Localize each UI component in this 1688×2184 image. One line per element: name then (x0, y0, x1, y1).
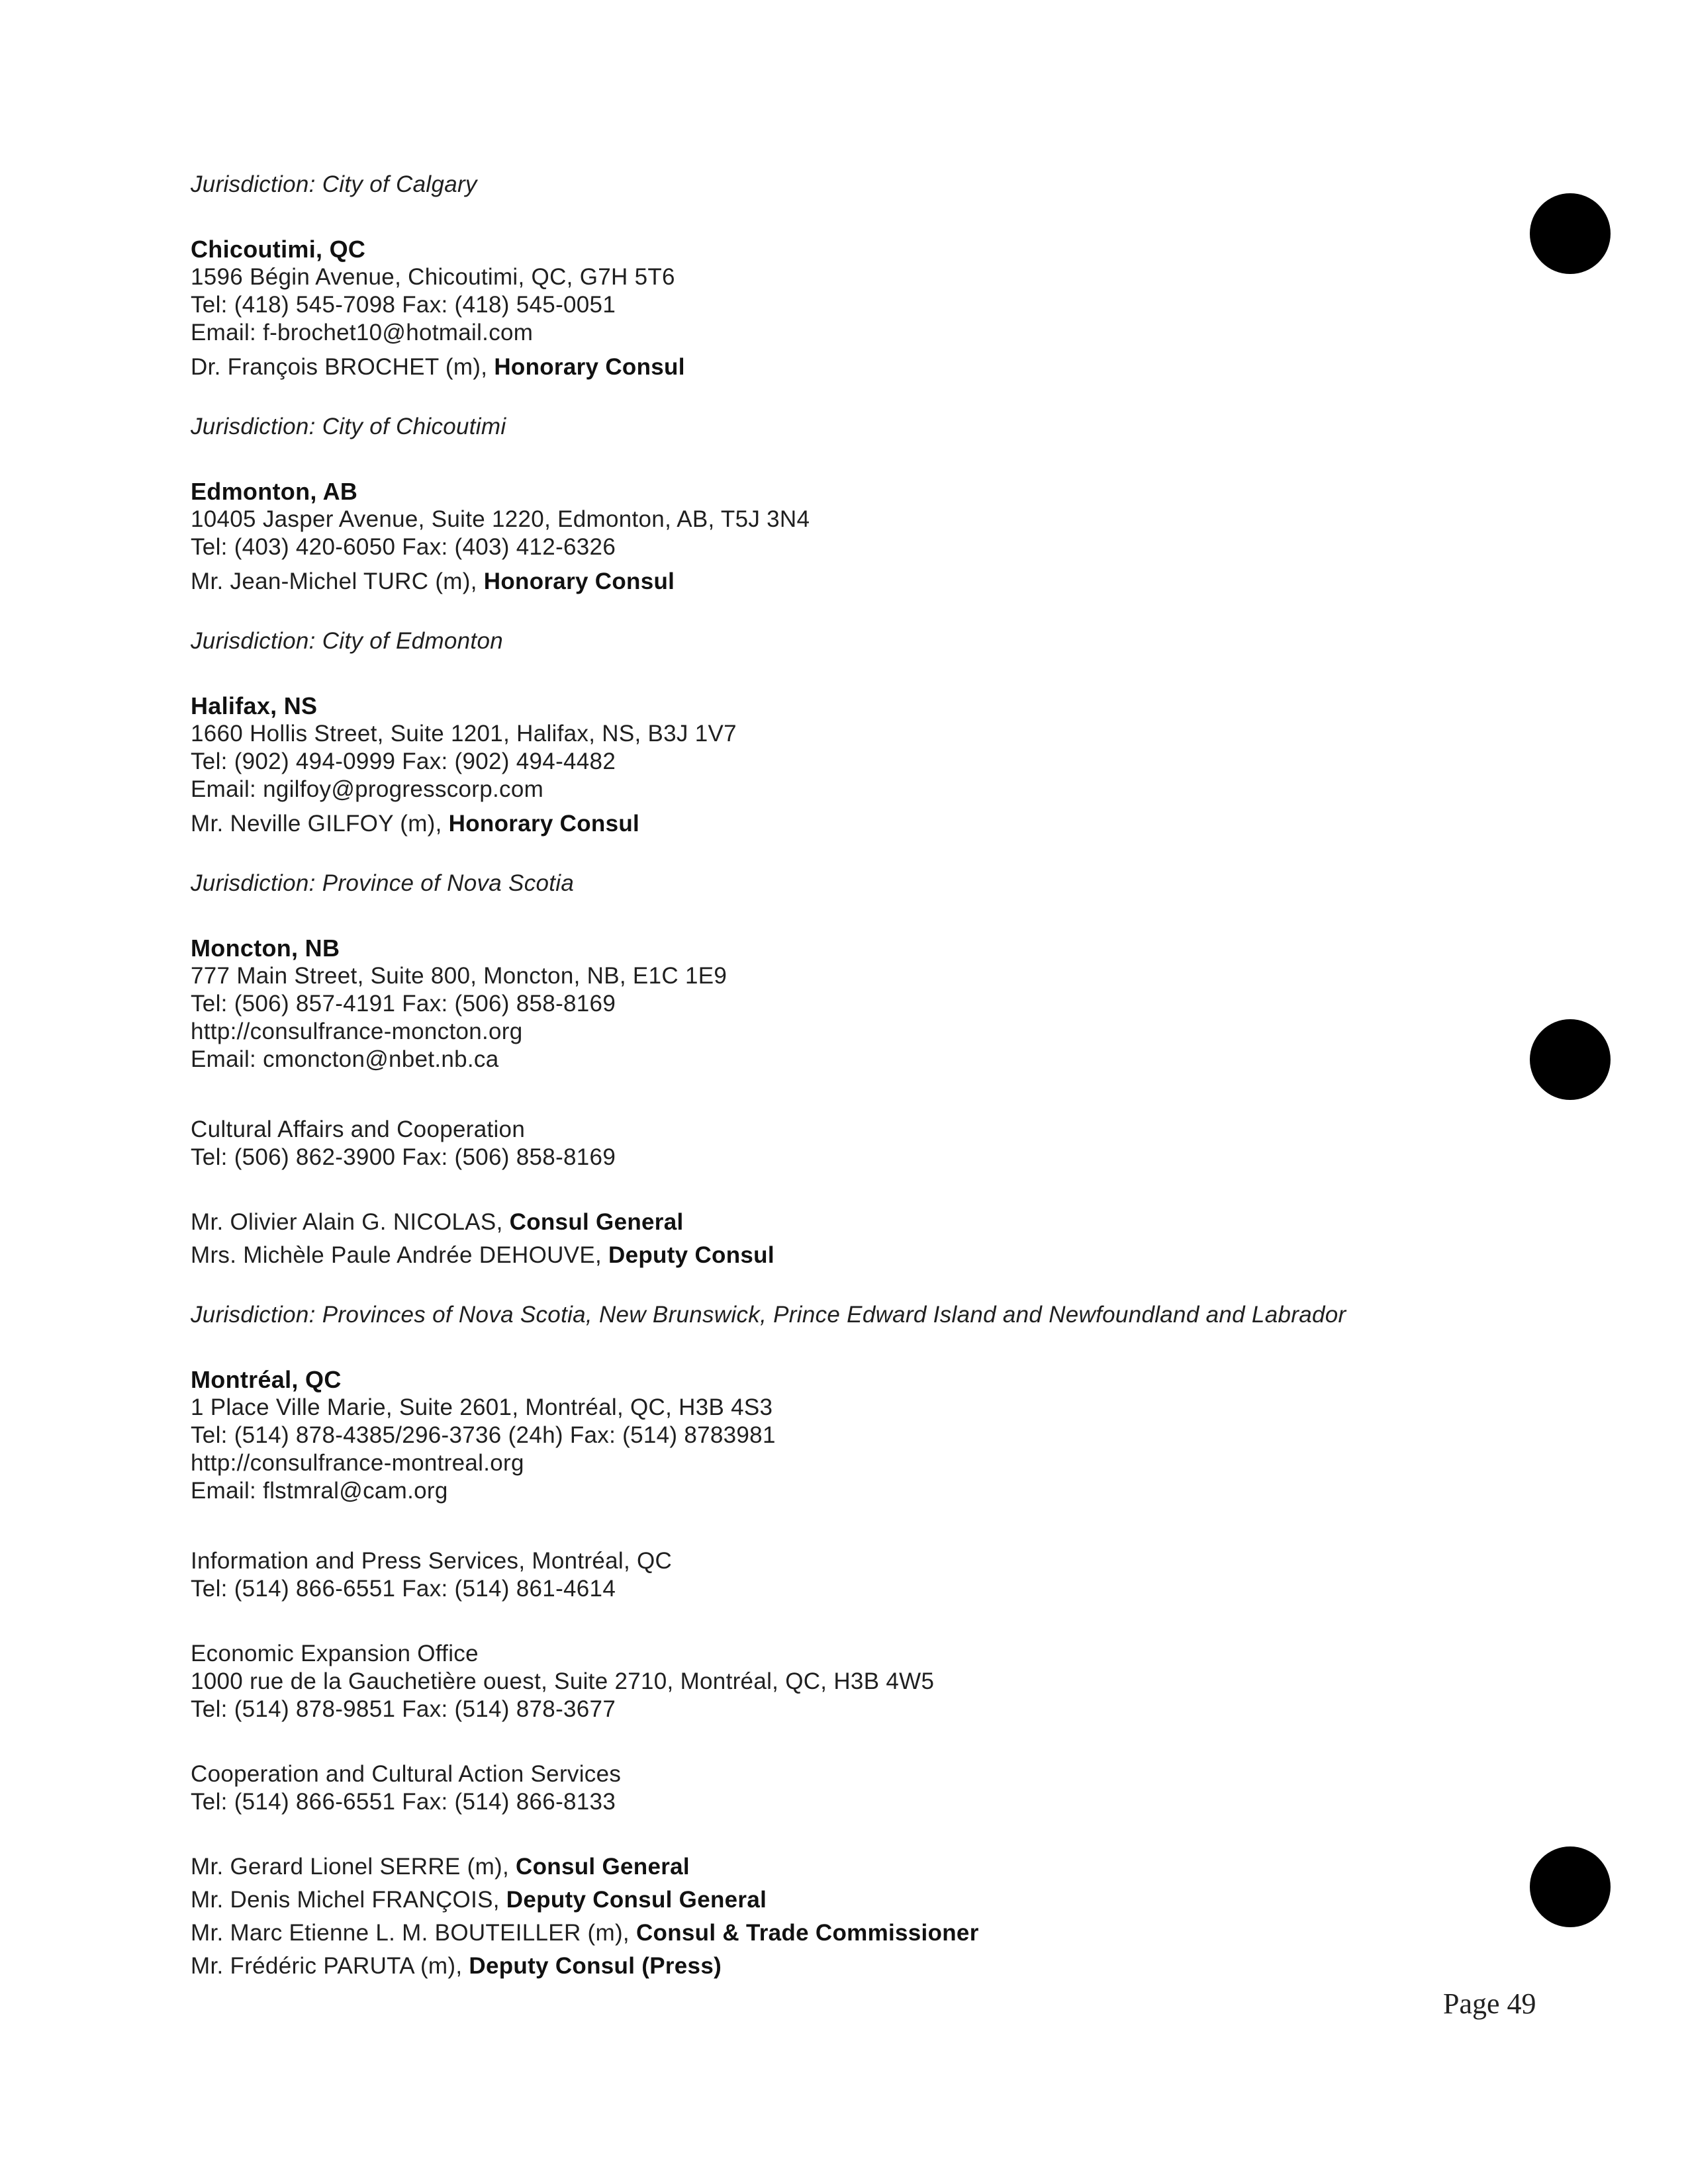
page-content (191, 171, 1481, 1980)
city-heading: Edmonton, AB (191, 478, 358, 505)
staff-line (191, 1242, 1481, 1269)
punch-hole-bottom (1530, 1846, 1611, 1927)
city-heading: Montréal, QC (191, 1366, 342, 1393)
jurisdiction: Jurisdiction: Provinces of Nova Scotia, New Brunswick, Prince Edward Island and Newfoundland and Labrador (191, 1302, 1346, 1328)
staff-title: Consul General (509, 1209, 684, 1235)
tel-fax: Tel: (506) 857-4191 Fax: (506) 858-8169 (191, 991, 616, 1017)
jurisdiction-calgary: Jurisdiction: City of Calgary (191, 171, 477, 197)
jurisdiction: Jurisdiction: City of Chicoutimi (191, 414, 506, 439)
entry-chicoutimi (191, 236, 1481, 441)
info-office: Information and Press Services, Montréal, QC (191, 1548, 673, 1574)
coop-office: Cooperation and Cultural Action Services (191, 1761, 622, 1787)
staff-title: Consul & Trade Commissioner (635, 1920, 979, 1946)
jurisdiction: Jurisdiction: City of Edmonton (191, 628, 503, 654)
staff-line (191, 1853, 1481, 1881)
city-heading: Moncton, NB (191, 934, 340, 962)
entry-edmonton (191, 478, 1481, 655)
info-tel-fax: Tel: (514) 866-6551 Fax: (514) 861-4614 (191, 1576, 616, 1602)
eco-office: Economic Expansion Office (191, 1641, 479, 1666)
eco-tel-fax: Tel: (514) 878-9851 Fax: (514) 878-3677 (191, 1696, 616, 1722)
jurisdiction: Jurisdiction: Province of Nova Scotia (191, 870, 575, 896)
punch-hole-top (1530, 193, 1611, 274)
staff-line (191, 1208, 1481, 1236)
staff-name: Dr. François BROCHET (m), (191, 354, 494, 380)
staff-title: Honorary Consul (494, 354, 685, 380)
address: 777 Main Street, Suite 800, Moncton, NB, E1C 1E9 (191, 963, 727, 989)
address: 1660 Hollis Street, Suite 1201, Halifax, NS, B3J 1V7 (191, 721, 737, 747)
staff-title: Deputy Consul (608, 1242, 774, 1268)
eco-address: 1000 rue de la Gauchetière ouest, Suite 2710, Montréal, QC, H3B 4W5 (191, 1668, 935, 1694)
staff-line (191, 1886, 1481, 1914)
address: 10405 Jasper Avenue, Suite 1220, Edmonton, AB, T5J 3N4 (191, 506, 810, 532)
coop-tel-fax: Tel: (514) 866-6551 Fax: (514) 866-8133 (191, 1789, 616, 1815)
staff-name: Mr. Neville GILFOY (m), (191, 811, 449, 837)
entry-montreal (191, 1366, 1481, 1980)
entry-halifax (191, 692, 1481, 897)
punch-hole-middle (1530, 1019, 1611, 1100)
staff-line (191, 353, 1481, 381)
staff-name: Mr. Gerard Lionel SERRE (m), (191, 1854, 516, 1880)
website: http://consulfrance-moncton.org (191, 1019, 523, 1044)
tel-fax: Tel: (514) 878-4385/296-3736 (24h) Fax: (514) 8783981 (191, 1422, 776, 1448)
staff-title: Deputy Consul (Press) (469, 1953, 722, 1979)
staff-name: Mr. Frédéric PARUTA (m), (191, 1953, 469, 1979)
city-heading: Chicoutimi, QC (191, 236, 366, 263)
staff-name: Mr. Jean-Michel TURC (m), (191, 569, 484, 594)
entry-moncton (191, 934, 1481, 1329)
tel-fax: Tel: (418) 545-7098 Fax: (418) 545-0051 (191, 292, 616, 318)
staff-title: Consul General (516, 1854, 690, 1880)
cultural-office: Cultural Affairs and Cooperation (191, 1116, 526, 1142)
email: Email: f-brochet10@hotmail.com (191, 320, 534, 345)
website: http://consulfrance-montreal.org (191, 1450, 524, 1476)
staff-line (191, 1952, 1481, 1980)
staff-title: Deputy Consul General (506, 1887, 767, 1913)
address: 1 Place Ville Marie, Suite 2601, Montréal, QC, H3B 4S3 (191, 1394, 773, 1420)
email: Email: cmoncton@nbet.nb.ca (191, 1046, 499, 1072)
email: Email: flstmral@cam.org (191, 1478, 448, 1504)
staff-line (191, 568, 1481, 596)
email: Email: ngilfoy@progresscorp.com (191, 776, 544, 802)
address: 1596 Bégin Avenue, Chicoutimi, QC, G7H 5T6 (191, 264, 675, 290)
cultural-tel-fax: Tel: (506) 862-3900 Fax: (506) 858-8169 (191, 1144, 616, 1170)
page-number: Page 49 (1443, 1987, 1536, 2020)
staff-name: Mr. Denis Michel FRANÇOIS, (191, 1887, 506, 1913)
staff-name: Mr. Olivier Alain G. NICOLAS, (191, 1209, 510, 1235)
staff-name: Mrs. Michèle Paule Andrée DEHOUVE, (191, 1242, 609, 1268)
staff-title: Honorary Consul (483, 569, 675, 594)
staff-line (191, 810, 1481, 838)
staff-name: Mr. Marc Etienne L. M. BOUTEILLER (m), (191, 1920, 636, 1946)
tel-fax: Tel: (403) 420-6050 Fax: (403) 412-6326 (191, 534, 616, 560)
staff-title: Honorary Consul (448, 811, 640, 837)
staff-line (191, 1919, 1481, 1947)
city-heading: Halifax, NS (191, 692, 318, 719)
tel-fax: Tel: (902) 494-0999 Fax: (902) 494-4482 (191, 749, 616, 774)
